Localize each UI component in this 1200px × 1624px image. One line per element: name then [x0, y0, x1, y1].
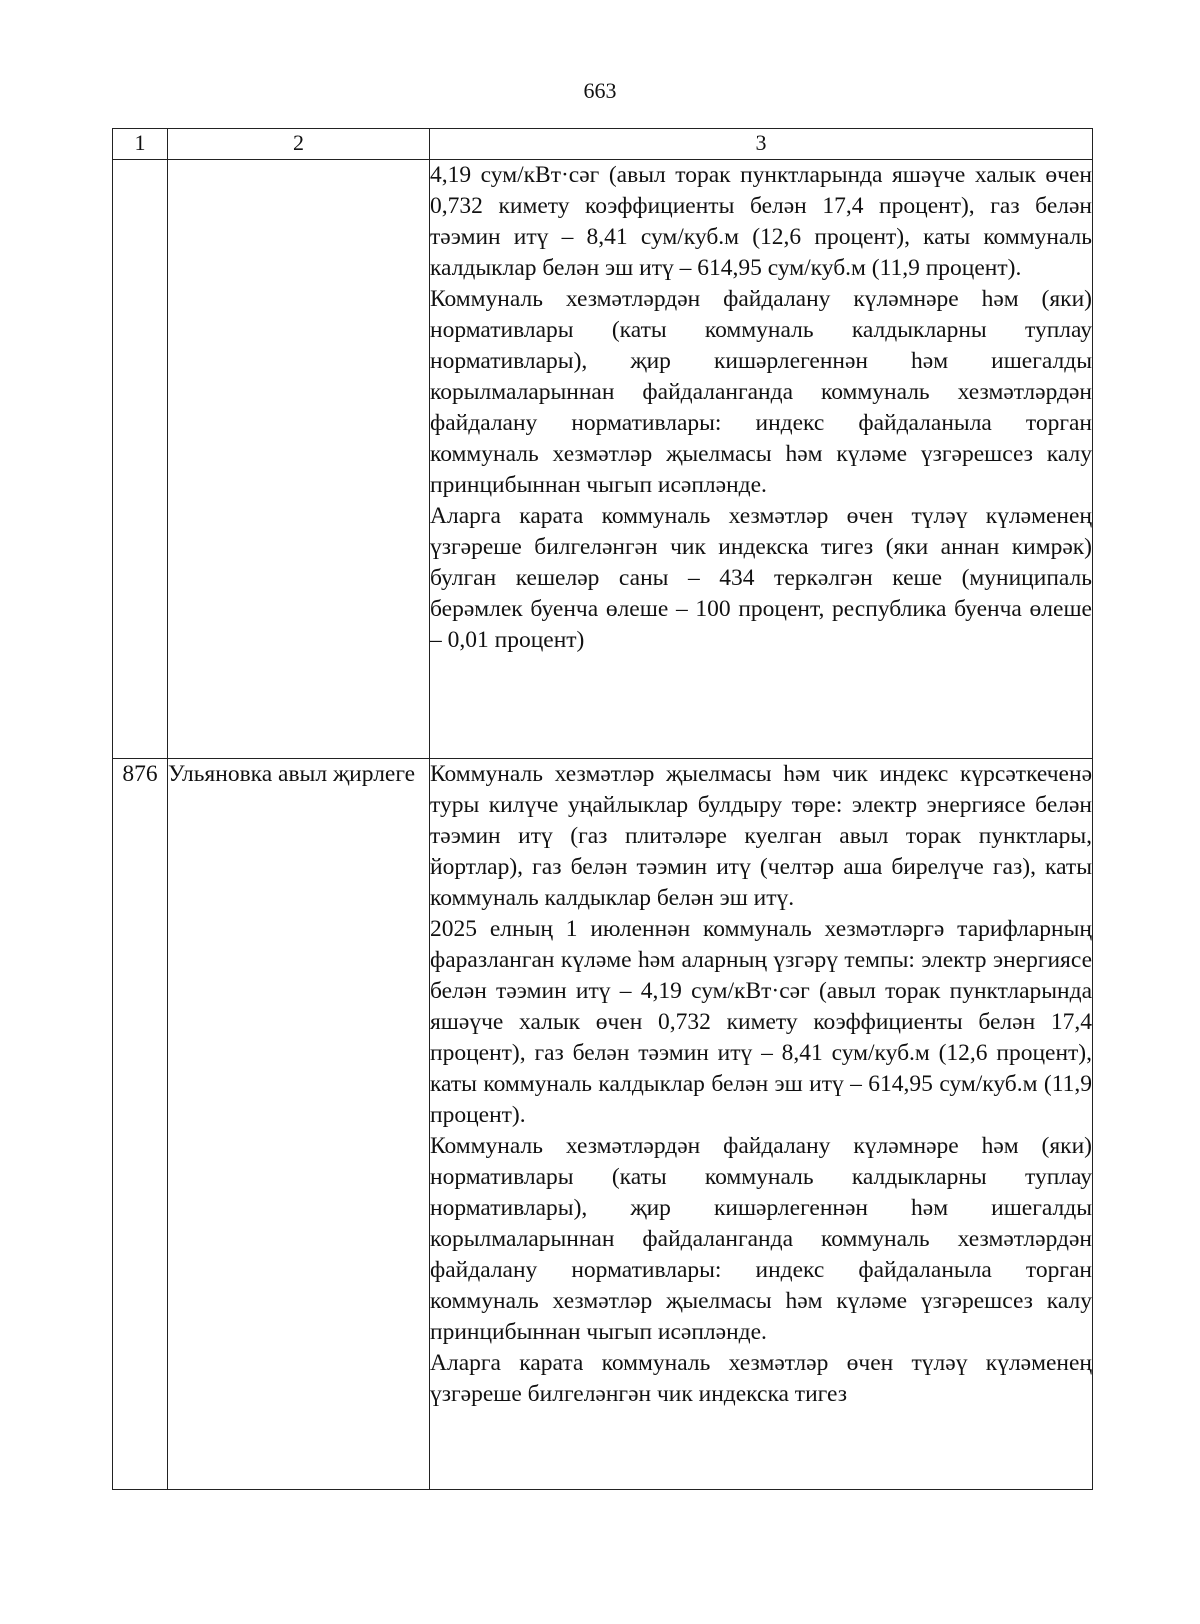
description-paragraph: Коммуналь хезмәтләр җыелмасы һәм чик индекс күрсәткеченә туры килүче уңайлыклар булдыру төре: электр энергиясе белән тәэмин итү (газ плитәләре куелган авыл торак пунктлары, йортлар), газ белән тәэмин итү (челтәр аша бирелүче газ), каты коммуналь калдыклар белән эш итү.: [430, 761, 1092, 911]
column-header-2: 2: [168, 129, 430, 160]
table-header-row: [113, 129, 1093, 160]
column-header-3: 3: [430, 129, 1093, 160]
settlement-name: Ульяновка авыл җирлеге: [168, 759, 430, 1490]
description-paragraph: Коммуналь хезмәтләрдән файдалану күләмнәре һәм (яки) нормативлары (каты коммуналь калдыкларны туплау нормативлары), җир кишәрлегеннән һәм ишегалды корылмаларыннан файдаланганда коммуналь хезмәтләрдән файдалану нормативлары: индекс файдаланыла торган коммуналь хезмәтләр җыелмасы һәм күләме үзгәрешсез калу принцибыннан чыгып исәпләнде.: [430, 1133, 1092, 1345]
page-number: 663: [583, 78, 617, 103]
row-number: [113, 160, 168, 759]
row-number: 876: [113, 759, 168, 1490]
settlement-name: [168, 160, 430, 759]
description-cell: [430, 160, 1093, 759]
column-header-1: 1: [113, 129, 168, 160]
description-paragraph: 2025 елның 1 июленнән коммуналь хезмәтләргә тарифларның фаразланган күләме һәм аларның үзгәрү темпы: электр энергиясе белән тәэмин итү – 4,19 сум/кВт·сәг (авыл торак пунктларында яшәүче халык өчен 0,732 кимету коэффициенты белән 17,4 процент), газ белән тәэмин итү – 8,41 сум/куб.м (12,6 процент), каты коммуналь калдыклар белән эш итү – 614,95 сум/куб.м (11,9 процент).: [430, 916, 1092, 1128]
table-row: [113, 759, 1093, 1490]
description-cell: [430, 759, 1093, 1490]
description-paragraph: Коммуналь хезмәтләрдән файдалану күләмнәре һәм (яки) нормативлары (каты коммуналь калдыкларны туплау нормативлары), җир кишәрлегеннән һәм ишегалды корылмаларыннан файдаланганда коммуналь хезмәтләрдән файдалану нормативлары: индекс файдаланыла торган коммуналь хезмәтләр җыелмасы һәм күләме үзгәрешсез калу принцибыннан чыгып исәпләнде.: [430, 286, 1092, 498]
description-paragraph: 4,19 сум/кВт·сәг (авыл торак пунктларында яшәүче халык өчен 0,732 кимету коэффициенты белән 17,4 процент), газ белән тәэмин итү – 8,41 сум/куб.м (12,6 процент), каты коммуналь калдыклар белән эш итү – 614,95 сум/куб.м (11,9 процент).: [430, 162, 1092, 281]
table-row: [113, 160, 1093, 759]
description-paragraph: Аларга карата коммуналь хезмәтләр өчен түләү күләменең үзгәреше билгеләнгән чик индекска тигез (яки аннан кимрәк) булган кешеләр саны – 434 теркәлгән кеше (муниципаль берәмлек буенча өлеше – 100 процент, республика буенча өлеше – 0,01 процент): [430, 503, 1092, 653]
document-table: [112, 128, 1093, 1490]
description-paragraph: Аларга карата коммуналь хезмәтләр өчен түләү күләменең үзгәреше билгеләнгән чик индекска тигез: [430, 1350, 1092, 1407]
